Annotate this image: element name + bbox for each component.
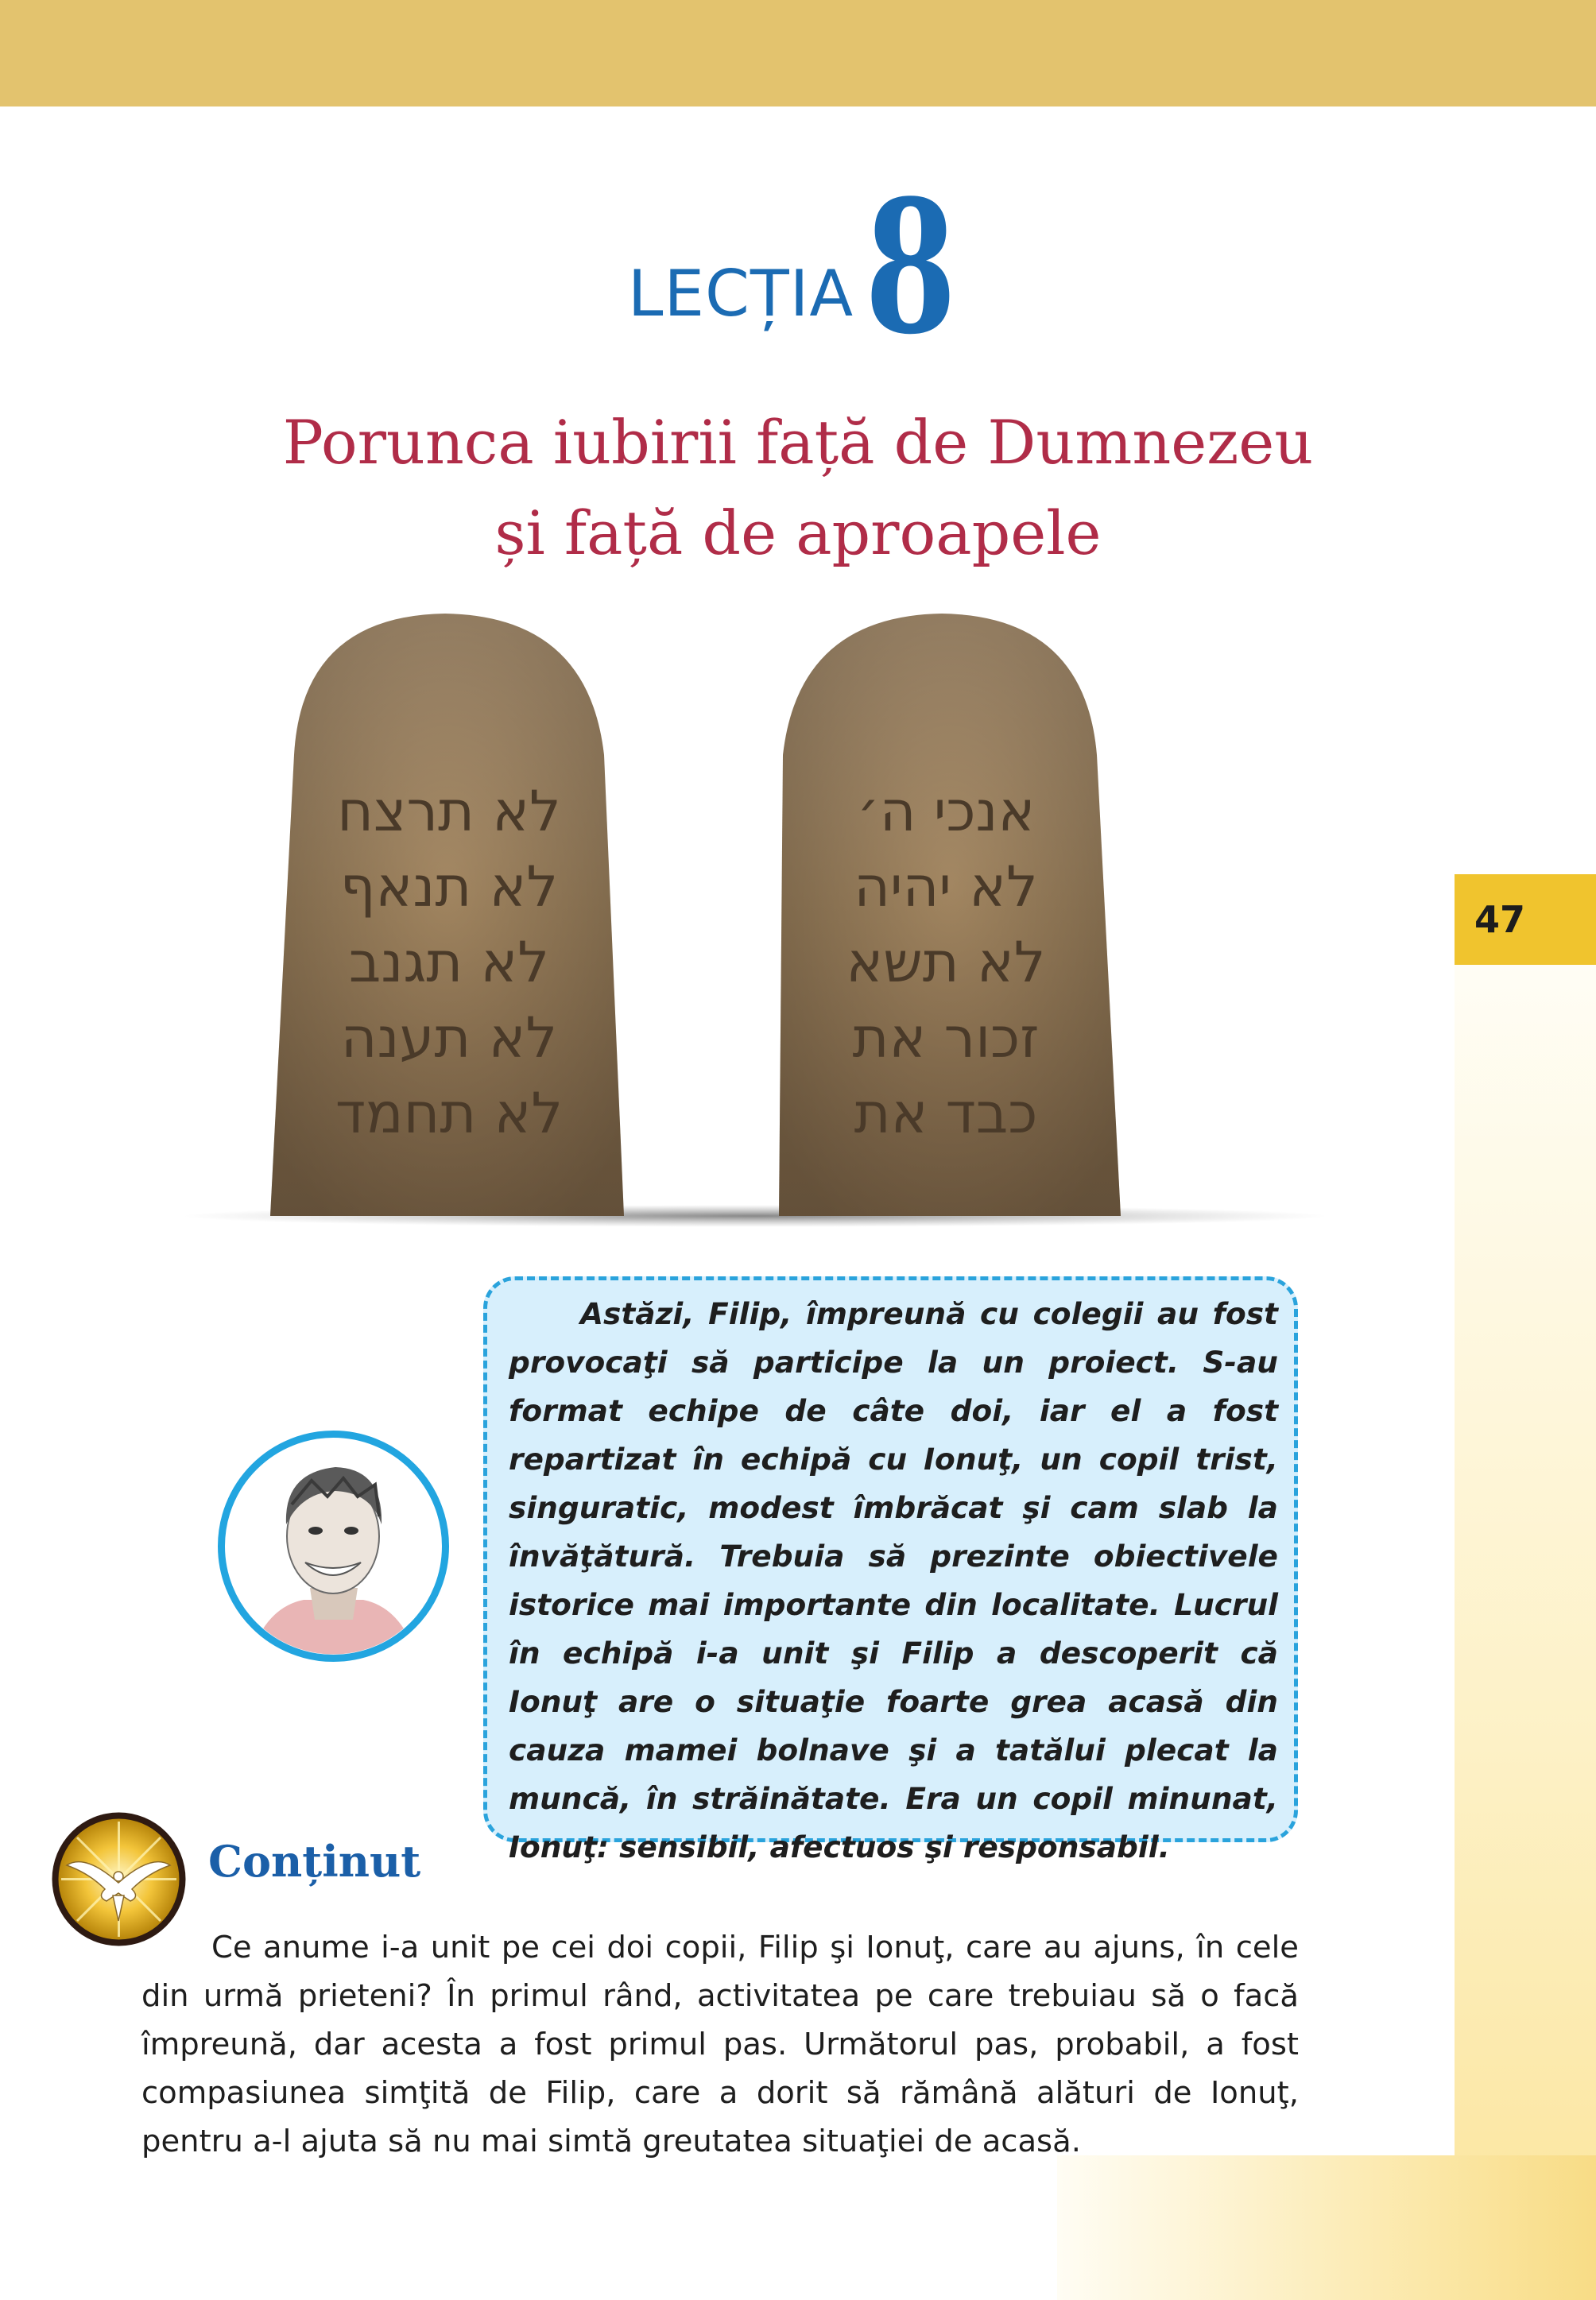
page-number: 47 bbox=[1474, 898, 1526, 941]
stone-tablets-image bbox=[175, 604, 1335, 1240]
tablet-left-line-1: לא תרצח bbox=[337, 779, 561, 844]
lesson-number: 8 bbox=[865, 161, 957, 375]
lesson-header bbox=[0, 161, 1596, 375]
lesson-title-line-2: și față de aproapele bbox=[494, 498, 1102, 568]
tablet-left-line-4: לא תענה bbox=[340, 1005, 558, 1071]
section-heading: Conținut bbox=[208, 1836, 421, 1887]
lesson-title bbox=[0, 397, 1596, 579]
tablet-right-line-3: לא תשא bbox=[846, 930, 1046, 995]
boy-portrait bbox=[216, 1429, 451, 1663]
lesson-title-line-1: Porunca iubirii față de Dumnezeu bbox=[282, 407, 1314, 478]
tablet-left-line-5: לא תחמד bbox=[335, 1081, 564, 1146]
top-decorative-band bbox=[0, 0, 1596, 106]
tablet-right-line-5: כבד את bbox=[854, 1081, 1038, 1146]
side-decorative-band bbox=[1455, 914, 1596, 2300]
section-body-text: Ce anume i-a unit pe cei doi copii, Filip şi Ionuţ, care au ajuns, în cele din urmă prieteni? În primul rând, activitatea pe care trebuiau să o facă împreună, dar acesta a fost primul pas. Următorul pas, probabil, a fost compasiunea simţită de Filip, care a dorit să rămână alături de Ionuţ, pentru a-l ajuta să nu mai simtă greutatea situaţiei de acasă. bbox=[141, 1930, 1299, 2159]
tablet-right-line-2: לא יהיה bbox=[854, 854, 1038, 920]
tablet-left-line-2: לא תנאף bbox=[339, 854, 559, 920]
page-number-tab bbox=[1455, 874, 1596, 965]
lesson-label: LECȚIA bbox=[627, 256, 854, 331]
tablet-right-line-1: אנכי ה׳ bbox=[856, 779, 1036, 844]
bottom-decorative-band bbox=[1057, 2155, 1596, 2300]
story-text: Astăzi, Filip, împreună cu colegii au fost provocaţi să participe la un proiect. S-au format echipe de câte doi, iar el a fost repartizat în echipă cu Ionuţ, un copil trist, singuratic, modest îmbrăcat şi cam slab la învăţătură. Trebuia să prezinte obiectivele istorice mai importante din localitate. Lucrul în echipă i-a unit şi Filip a descoperit că Ionuţ are o situaţie foarte grea acasă din cauza mamei bolnave şi a tatălui plecat la muncă, în străinătate. Era un copil minunat, Ionuţ: sensibil, afectuos şi responsabil. bbox=[509, 1296, 1278, 1864]
tablet-left-line-3: לא תגנב bbox=[348, 930, 550, 995]
tablet-right-line-4: זכור את bbox=[852, 1005, 1040, 1071]
